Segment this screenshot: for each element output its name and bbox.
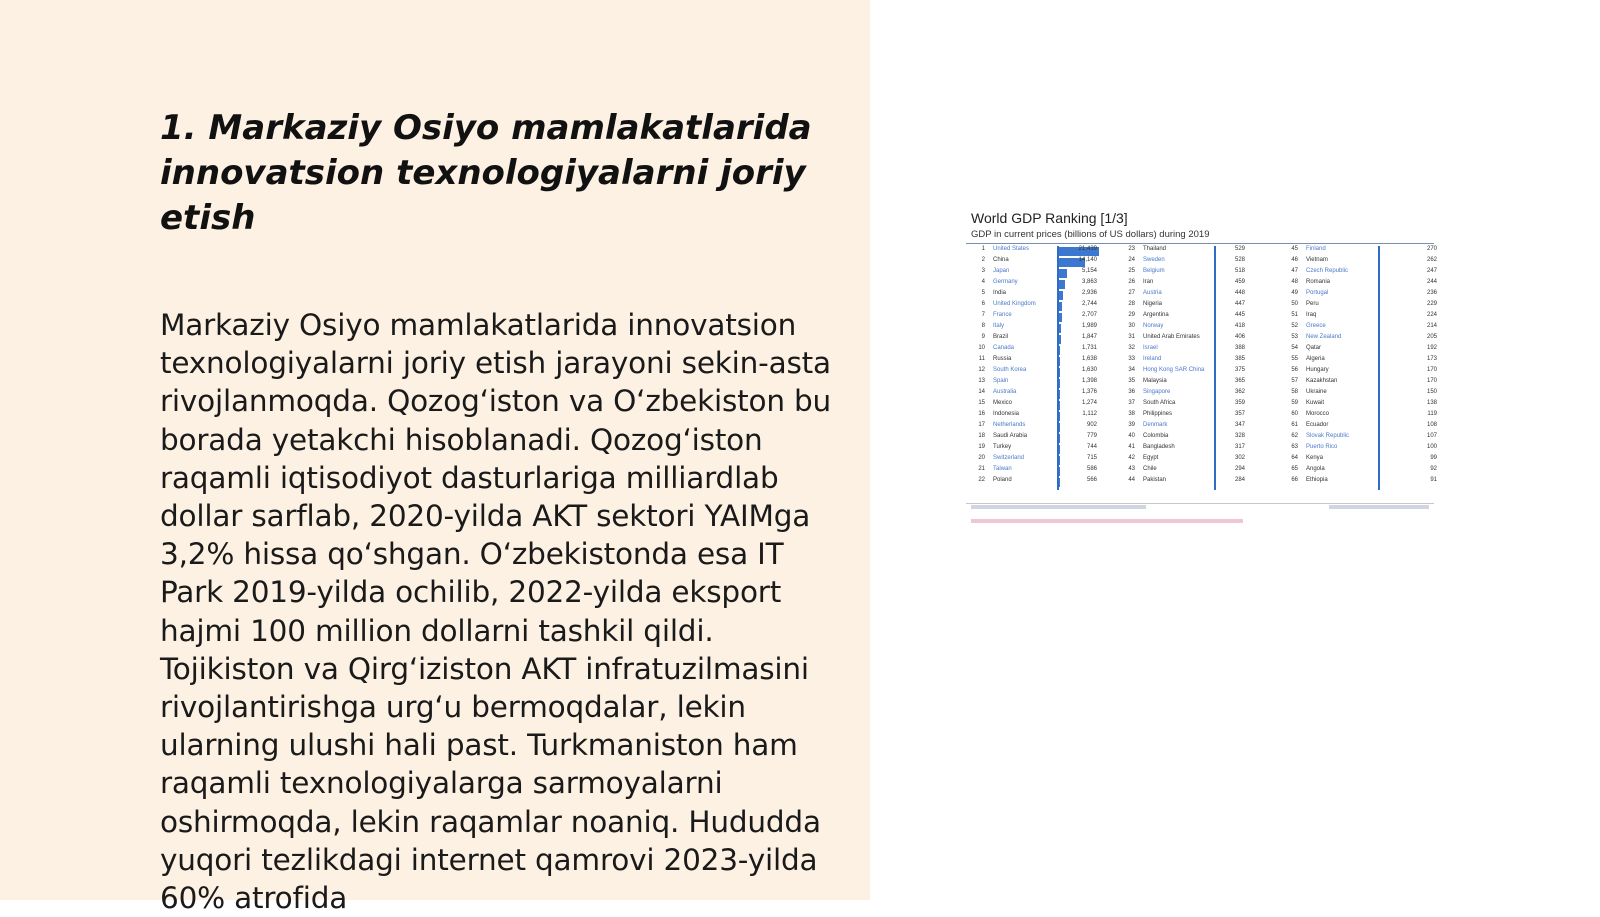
rank-number: 44 <box>1128 477 1135 483</box>
ranking-row <box>971 378 1111 389</box>
ranking-row <box>1284 466 1437 477</box>
ranking-row <box>1284 345 1437 356</box>
gdp-value: 518 <box>1234 268 1245 274</box>
slide-body-text: Markaziy Osiyo mamlakatlarida innovatsion texnologiyalarni joriy etish jarayoni sekin-asta rivojlanmoqda. Qozog‘iston va O‘zbekiston bu borada yetakchi hisoblanadi. Qozog‘iston raqamli iqtisodiyot dasturlariga milliardlab dollar sarflab, 2020-yilda AKT sektori YAIMga 3,2% hissa qo‘shgan. O‘zbekistonda esa IT Park 2019-yilda ochilib, 2022-yilda eksport hajmi 100 million dollarni tashkil qildi. Tojikiston va Qirg‘iziston AKT infratuzilmasini rivojlantirishga urg‘u bermoqdalar, lekin ularning ulushi hali past. Turkmaniston ham raqamli texnologiyalarga sarmoyalarni oshirmoqda, lekin raqamlar noaniq. Hududda yuqori tezlikdagi internet qamrovi 2023-yilda 60% atrofida <box>160 308 832 916</box>
rank-number: 26 <box>1128 279 1135 285</box>
ranking-row <box>1121 334 1271 345</box>
rank-number: 41 <box>1128 444 1135 450</box>
column-accent-rule <box>1378 246 1380 490</box>
rank-number: 13 <box>978 378 985 384</box>
gdp-value: 14,140 <box>1078 257 1097 263</box>
ranking-row <box>971 422 1111 433</box>
country-name: Japan <box>993 268 1010 274</box>
country-name: Denmark <box>1143 422 1168 428</box>
rank-number: 53 <box>1291 334 1298 340</box>
country-name: Egypt <box>1143 455 1159 461</box>
country-name: India <box>993 290 1007 296</box>
country-name: United States <box>993 246 1030 252</box>
ranking-row <box>1121 444 1271 455</box>
rank-number: 28 <box>1128 301 1135 307</box>
country-name: Russia <box>993 356 1012 362</box>
country-name: Argentina <box>1143 312 1169 318</box>
country-name: Hungary <box>1306 367 1329 373</box>
ranking-row <box>1284 433 1437 444</box>
figure-copyright-note <box>1329 505 1429 509</box>
rank-number: 6 <box>981 301 985 307</box>
country-name: Slovak Republic <box>1306 433 1350 439</box>
rank-number: 49 <box>1291 290 1298 296</box>
gdp-value: 447 <box>1234 301 1245 307</box>
rank-number: 14 <box>978 389 985 395</box>
rank-number: 4 <box>981 279 985 285</box>
ranking-row <box>1284 455 1437 466</box>
ranking-row <box>1121 290 1271 301</box>
country-name: Algeria <box>1306 356 1325 362</box>
country-name: South Africa <box>1143 400 1176 406</box>
country-name: Kazakhstan <box>1306 378 1338 384</box>
country-name: Italy <box>993 323 1005 329</box>
ranking-column <box>1284 246 1437 500</box>
gdp-value: 229 <box>1426 301 1437 307</box>
country-name: Ireland <box>1143 356 1162 362</box>
ranking-row <box>1121 356 1271 367</box>
rank-number: 59 <box>1291 400 1298 406</box>
gdp-value: 1,847 <box>1081 334 1097 340</box>
gdp-value: 529 <box>1234 246 1245 252</box>
country-name: China <box>993 257 1009 263</box>
country-name: France <box>993 312 1012 318</box>
country-name: Belgium <box>1143 268 1165 274</box>
gdp-value: 138 <box>1426 400 1437 406</box>
ranking-row <box>971 356 1111 367</box>
gdp-value: 3,863 <box>1081 279 1097 285</box>
gdp-value: 779 <box>1086 433 1097 439</box>
gdp-value: 294 <box>1234 466 1245 472</box>
ranking-row <box>1121 257 1271 268</box>
figure-source-note <box>971 505 1146 509</box>
rank-number: 43 <box>1128 466 1135 472</box>
gdp-value: 107 <box>1426 433 1437 439</box>
country-name: Ethiopia <box>1306 477 1328 483</box>
country-name: Pakistan <box>1143 477 1167 483</box>
country-name: Canada <box>993 345 1015 351</box>
gdp-value: 2,707 <box>1081 312 1097 318</box>
rank-number: 16 <box>978 411 985 417</box>
country-name: Sweden <box>1143 257 1165 263</box>
country-name: Saudi Arabia <box>993 433 1028 439</box>
country-name: Puerto Rico <box>1306 444 1338 450</box>
gdp-value: 362 <box>1234 389 1245 395</box>
ranking-row <box>1284 378 1437 389</box>
figure-title: World GDP Ranking [1/3] <box>971 210 1128 226</box>
rank-number: 1 <box>981 246 985 252</box>
country-name: Morocco <box>1306 411 1330 417</box>
rank-number: 42 <box>1128 455 1135 461</box>
ranking-row <box>971 279 1111 290</box>
ranking-row <box>1121 378 1271 389</box>
ranking-row <box>1121 301 1271 312</box>
rank-number: 19 <box>978 444 985 450</box>
ranking-row <box>971 257 1111 268</box>
figure-footer-rule <box>966 503 1434 504</box>
gdp-value: 2,744 <box>1081 301 1097 307</box>
gdp-value: 91 <box>1430 477 1437 483</box>
ranking-row <box>1121 279 1271 290</box>
rank-number: 17 <box>978 422 985 428</box>
country-name: Qatar <box>1306 345 1322 351</box>
country-name: Finland <box>1306 246 1326 252</box>
country-name: Vietnam <box>1306 257 1328 263</box>
gdp-value: 205 <box>1426 334 1437 340</box>
ranking-row <box>1284 290 1437 301</box>
ranking-row <box>971 290 1111 301</box>
ranking-row <box>1121 477 1271 488</box>
rank-number: 32 <box>1128 345 1135 351</box>
column-accent-rule <box>1214 246 1216 490</box>
slide-title: 1. Markaziy Osiyo mamlakatlarida innovatsion texnologiyalarni joriy etish <box>160 108 812 238</box>
country-name: Greece <box>1306 323 1326 329</box>
gdp-value: 302 <box>1234 455 1245 461</box>
ranking-row <box>1121 268 1271 279</box>
gdp-value: 406 <box>1234 334 1245 340</box>
country-name: New Zealand <box>1306 334 1342 340</box>
gdp-value: 1,989 <box>1081 323 1097 329</box>
rank-number: 47 <box>1291 268 1298 274</box>
country-name: Portugal <box>1306 290 1329 296</box>
ranking-row <box>1284 367 1437 378</box>
country-name: United Kingdom <box>993 301 1036 307</box>
ranking-row <box>1121 323 1271 334</box>
country-name: Norway <box>1143 323 1164 329</box>
gdp-value: 528 <box>1234 257 1245 263</box>
ranking-row <box>971 411 1111 422</box>
ranking-row <box>1284 279 1437 290</box>
gdp-value: 317 <box>1234 444 1245 450</box>
gdp-value: 902 <box>1086 422 1097 428</box>
rank-number: 51 <box>1291 312 1298 318</box>
country-name: Chile <box>1143 466 1157 472</box>
ranking-row <box>1121 246 1271 257</box>
rank-number: 33 <box>1128 356 1135 362</box>
ranking-row <box>1121 433 1271 444</box>
gdp-value: 1,638 <box>1081 356 1097 362</box>
gdp-value: 262 <box>1426 257 1437 263</box>
rank-number: 18 <box>978 433 985 439</box>
gdp-value: 1,398 <box>1081 378 1097 384</box>
ranking-row <box>1284 257 1437 268</box>
ranking-row <box>971 466 1111 477</box>
rank-number: 34 <box>1128 367 1135 373</box>
gdp-value: 170 <box>1426 378 1437 384</box>
column-accent-rule <box>1057 246 1059 490</box>
country-name: Turkey <box>993 444 1012 450</box>
gdp-value: 388 <box>1234 345 1245 351</box>
country-name: Taiwan <box>993 466 1012 472</box>
rank-number: 12 <box>978 367 985 373</box>
gdp-value: 150 <box>1426 389 1437 395</box>
gdp-value: 2,936 <box>1081 290 1097 296</box>
ranking-row <box>1284 268 1437 279</box>
ranking-column <box>971 246 1111 500</box>
ranking-row <box>1284 323 1437 334</box>
rank-number: 63 <box>1291 444 1298 450</box>
country-name: Kuwait <box>1306 400 1325 406</box>
rank-number: 39 <box>1128 422 1135 428</box>
country-name: United Arab Emirates <box>1143 334 1200 340</box>
rank-number: 50 <box>1291 301 1298 307</box>
country-name: Poland <box>993 477 1012 483</box>
gdp-ranking-image <box>966 208 1436 528</box>
gdp-value: 21,439 <box>1078 246 1097 252</box>
ranking-row <box>1121 389 1271 400</box>
country-name: Iran <box>1143 279 1154 285</box>
ranking-row <box>971 268 1111 279</box>
country-name: Ecuador <box>1306 422 1329 428</box>
rank-number: 37 <box>1128 400 1135 406</box>
country-name: Hong Kong SAR China <box>1143 367 1205 373</box>
rank-number: 31 <box>1128 334 1135 340</box>
ranking-row <box>1121 422 1271 433</box>
country-name: Ukraine <box>1306 389 1327 395</box>
ranking-row <box>1284 400 1437 411</box>
ranking-row <box>971 455 1111 466</box>
ranking-row <box>1284 389 1437 400</box>
country-name: Peru <box>1306 301 1319 307</box>
country-name: Austria <box>1143 290 1162 296</box>
gdp-value: 236 <box>1426 290 1437 296</box>
gdp-value: 359 <box>1234 400 1245 406</box>
country-name: Thailand <box>1143 246 1167 252</box>
gdp-value: 1,376 <box>1081 389 1097 395</box>
ranking-row <box>1284 422 1437 433</box>
ranking-row <box>1121 345 1271 356</box>
ranking-row <box>1284 301 1437 312</box>
gdp-value: 244 <box>1426 279 1437 285</box>
rank-number: 24 <box>1128 257 1135 263</box>
gdp-value: 586 <box>1086 466 1097 472</box>
ranking-row <box>1284 477 1437 488</box>
country-name: Singapore <box>1143 389 1171 395</box>
gdp-ranking-table <box>966 246 1437 500</box>
gdp-value: 1,274 <box>1081 400 1097 406</box>
rank-number: 25 <box>1128 268 1135 274</box>
rank-number: 7 <box>981 312 985 318</box>
rank-number: 22 <box>978 477 985 483</box>
ranking-row <box>1121 411 1271 422</box>
ranking-row <box>1284 246 1437 257</box>
rank-number: 46 <box>1291 257 1298 263</box>
rank-number: 35 <box>1128 378 1135 384</box>
ranking-row <box>1121 455 1271 466</box>
gdp-value: 99 <box>1430 455 1437 461</box>
country-name: Philippines <box>1143 411 1173 417</box>
country-name: Mexico <box>993 400 1013 406</box>
rank-number: 10 <box>978 345 985 351</box>
country-name: Kenya <box>1306 455 1324 461</box>
rank-number: 29 <box>1128 312 1135 318</box>
ranking-row <box>1284 411 1437 422</box>
figure-subtitle: GDP in current prices (billions of US dollars) during 2019 <box>971 229 1210 240</box>
country-name: Czech Republic <box>1306 268 1349 274</box>
country-name: Switzerland <box>993 455 1025 461</box>
rank-number: 52 <box>1291 323 1298 329</box>
rank-number: 38 <box>1128 411 1135 417</box>
gdp-value: 247 <box>1426 268 1437 274</box>
gdp-value: 5,154 <box>1081 268 1097 274</box>
ranking-row <box>971 323 1111 334</box>
country-name: Australia <box>993 389 1017 395</box>
rank-number: 56 <box>1291 367 1298 373</box>
rank-number: 8 <box>981 323 985 329</box>
gdp-value: 715 <box>1086 455 1097 461</box>
rank-number: 60 <box>1291 411 1298 417</box>
ranking-row <box>1121 312 1271 323</box>
ranking-row <box>971 389 1111 400</box>
gdp-value: 1,630 <box>1081 367 1097 373</box>
ranking-row <box>971 246 1111 257</box>
gdp-value: 214 <box>1426 323 1437 329</box>
gdp-value: 385 <box>1234 356 1245 362</box>
ranking-row <box>971 433 1111 444</box>
rank-number: 2 <box>981 257 985 263</box>
ranking-row <box>971 367 1111 378</box>
country-name: Bangladesh <box>1143 444 1175 450</box>
ranking-row <box>1284 334 1437 345</box>
rank-number: 36 <box>1128 389 1135 395</box>
rank-number: 54 <box>1291 345 1298 351</box>
country-name: Netherlands <box>993 422 1026 428</box>
rank-number: 11 <box>978 356 985 362</box>
ranking-row <box>1121 400 1271 411</box>
rank-number: 55 <box>1291 356 1298 362</box>
gdp-value: 224 <box>1426 312 1437 318</box>
gdp-value: 173 <box>1426 356 1437 362</box>
gdp-value: 92 <box>1430 466 1437 472</box>
rank-number: 48 <box>1291 279 1298 285</box>
country-name: Indonesia <box>993 411 1020 417</box>
rank-number: 23 <box>1128 246 1135 252</box>
country-name: Germany <box>993 279 1018 285</box>
gdp-value: 328 <box>1234 433 1245 439</box>
ranking-row <box>1284 444 1437 455</box>
gdp-value: 566 <box>1086 477 1097 483</box>
ranking-row <box>971 334 1111 345</box>
ranking-column <box>1121 246 1271 500</box>
gdp-value: 445 <box>1234 312 1245 318</box>
gdp-value: 365 <box>1234 378 1245 384</box>
rank-number: 27 <box>1128 290 1135 296</box>
rank-number: 30 <box>1128 323 1135 329</box>
gdp-value: 744 <box>1086 444 1097 450</box>
ranking-row <box>971 444 1111 455</box>
rank-number: 66 <box>1291 477 1298 483</box>
rank-number: 62 <box>1291 433 1298 439</box>
ranking-row <box>1121 466 1271 477</box>
figure-header-rule <box>966 243 1434 244</box>
country-name: Iraq <box>1306 312 1317 318</box>
rank-number: 45 <box>1291 246 1298 252</box>
gdp-value: 284 <box>1234 477 1245 483</box>
country-name: Romania <box>1306 279 1331 285</box>
country-name: Brazil <box>993 334 1009 340</box>
ranking-row <box>971 301 1111 312</box>
gdp-value: 418 <box>1234 323 1245 329</box>
country-name: Colombia <box>1143 433 1169 439</box>
rank-number: 40 <box>1128 433 1135 439</box>
rank-number: 5 <box>981 290 985 296</box>
country-name: Israel <box>1143 345 1158 351</box>
gdp-value: 119 <box>1427 411 1437 417</box>
gdp-value: 347 <box>1234 422 1245 428</box>
ranking-row <box>971 312 1111 323</box>
gdp-value: 357 <box>1234 411 1245 417</box>
ranking-row <box>1121 367 1271 378</box>
gdp-value: 100 <box>1426 444 1437 450</box>
ranking-row <box>1284 312 1437 323</box>
ranking-row <box>1284 356 1437 367</box>
rank-number: 61 <box>1291 422 1298 428</box>
gdp-value: 108 <box>1426 422 1437 428</box>
country-name: Spain <box>993 378 1009 384</box>
gdp-value: 192 <box>1426 345 1437 351</box>
country-name: Malaysia <box>1143 378 1167 384</box>
country-name: Angola <box>1306 466 1325 472</box>
gdp-value: 375 <box>1234 367 1245 373</box>
rank-number: 65 <box>1291 466 1298 472</box>
gdp-value: 1,731 <box>1081 345 1097 351</box>
rank-number: 58 <box>1291 389 1298 395</box>
ranking-row <box>971 477 1111 488</box>
rank-number: 21 <box>978 466 985 472</box>
gdp-value: 170 <box>1426 367 1437 373</box>
rank-number: 64 <box>1291 455 1298 461</box>
gdp-value: 448 <box>1234 290 1245 296</box>
rank-number: 3 <box>981 268 985 274</box>
rank-number: 15 <box>978 400 985 406</box>
country-name: Nigeria <box>1143 301 1163 307</box>
rank-number: 20 <box>978 455 985 461</box>
rank-number: 9 <box>981 334 985 340</box>
country-name: South Korea <box>993 367 1027 373</box>
figure-link-note <box>971 519 1243 523</box>
gdp-value: 459 <box>1234 279 1245 285</box>
gdp-value: 1,112 <box>1082 411 1097 417</box>
rank-number: 57 <box>1291 378 1298 384</box>
ranking-row <box>971 345 1111 356</box>
gdp-value: 270 <box>1426 246 1437 252</box>
ranking-row <box>971 400 1111 411</box>
